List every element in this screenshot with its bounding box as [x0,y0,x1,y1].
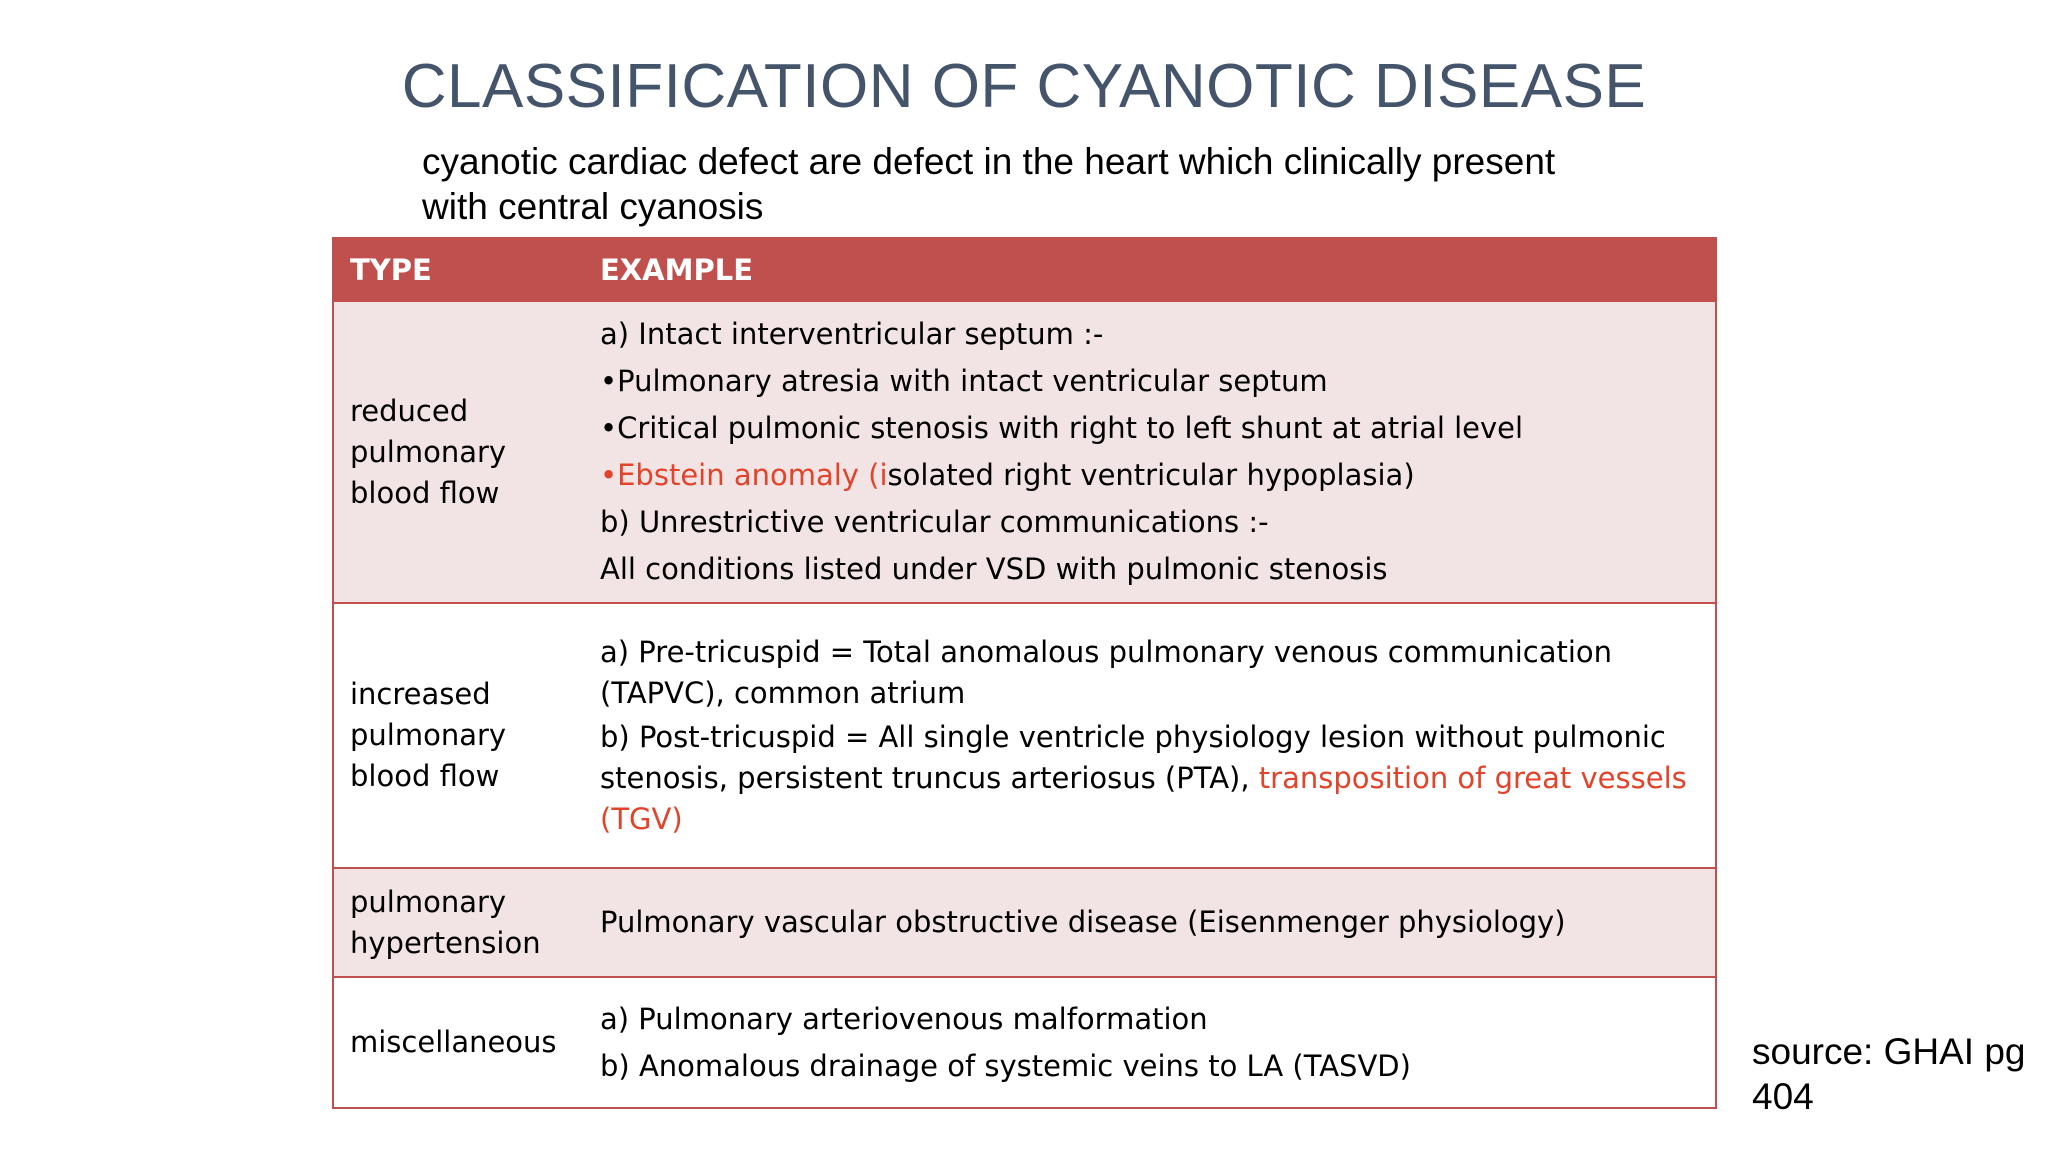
type-cell [334,868,584,977]
example-line: Pulmonary vascular obstructive disease (Eisenmenger physiology) [600,905,1566,939]
slide-title: CLASSIFICATION OF CYANOTIC DISEASE [401,52,1647,121]
type-cell [334,301,584,603]
table-row [334,301,1715,603]
example-line: b) Unrestrictive ventricular communications :- [600,505,1269,539]
example-cell [584,977,1715,1107]
example-text: b) Post-tricuspid = All single ventricle physiology lesion without pulmonic stenosis, persistent truncus arteriosus (PTA), [600,719,1666,795]
source-citation [1752,1029,2048,1119]
example-line: a) Pre-tricuspid = Total anomalous pulmonary venous communication (TAPVC), common atrium [600,634,1613,710]
type-line: miscellaneous [350,1025,557,1059]
table-row [334,977,1715,1107]
header-example: EXAMPLE [584,239,1715,301]
example-cell [584,868,1715,977]
type-line: increased [350,677,491,711]
example-line: a) Intact interventricular septum :- [600,317,1104,351]
type-line: pulmonary [350,718,507,752]
example-text: solated right ventricular hypoplasia) [887,458,1415,492]
type-line: hypertension [350,925,541,960]
example-line: a) Pulmonary arteriovenous malformation [600,1001,1208,1036]
type-cell [334,603,584,868]
slide-subtitle [422,139,1702,229]
table-row [334,603,1715,868]
example-line [600,717,1699,840]
example-cell [584,603,1715,868]
type-cell [334,977,584,1107]
subtitle-line-2: with central cyanosis [422,186,764,227]
type-line: blood flow [350,475,500,510]
type-line: reduced [350,393,469,428]
source-line-1: source: GHAI pg [1752,1031,2026,1072]
type-line: pulmonary [350,434,507,469]
classification-table [332,237,1717,1109]
subtitle-line-1: cyanotic cardiac defect are defect in the heart which clinically present [422,141,1556,182]
example-line: All conditions listed under VSD with pulmonic stenosis [600,552,1388,586]
source-line-2: 404 [1752,1076,1814,1117]
example-line: •Critical pulmonic stenosis with right to left shunt at atrial level [600,411,1524,445]
example-line: b) Anomalous drainage of systemic veins to LA (TASVD) [600,1048,1411,1083]
type-line: pulmonary [350,884,507,919]
highlight-text: •Ebstein anomaly (i [600,458,888,492]
table-header-row [334,239,1715,301]
header-type: TYPE [334,239,584,301]
example-line: •Pulmonary atresia with intact ventricular septum [600,364,1328,398]
type-line: blood flow [350,759,500,793]
example-cell [584,301,1715,603]
highlight-text: transposition of great vessels (TGV) [600,760,1687,836]
table-row [334,868,1715,977]
example-line [600,452,1699,499]
